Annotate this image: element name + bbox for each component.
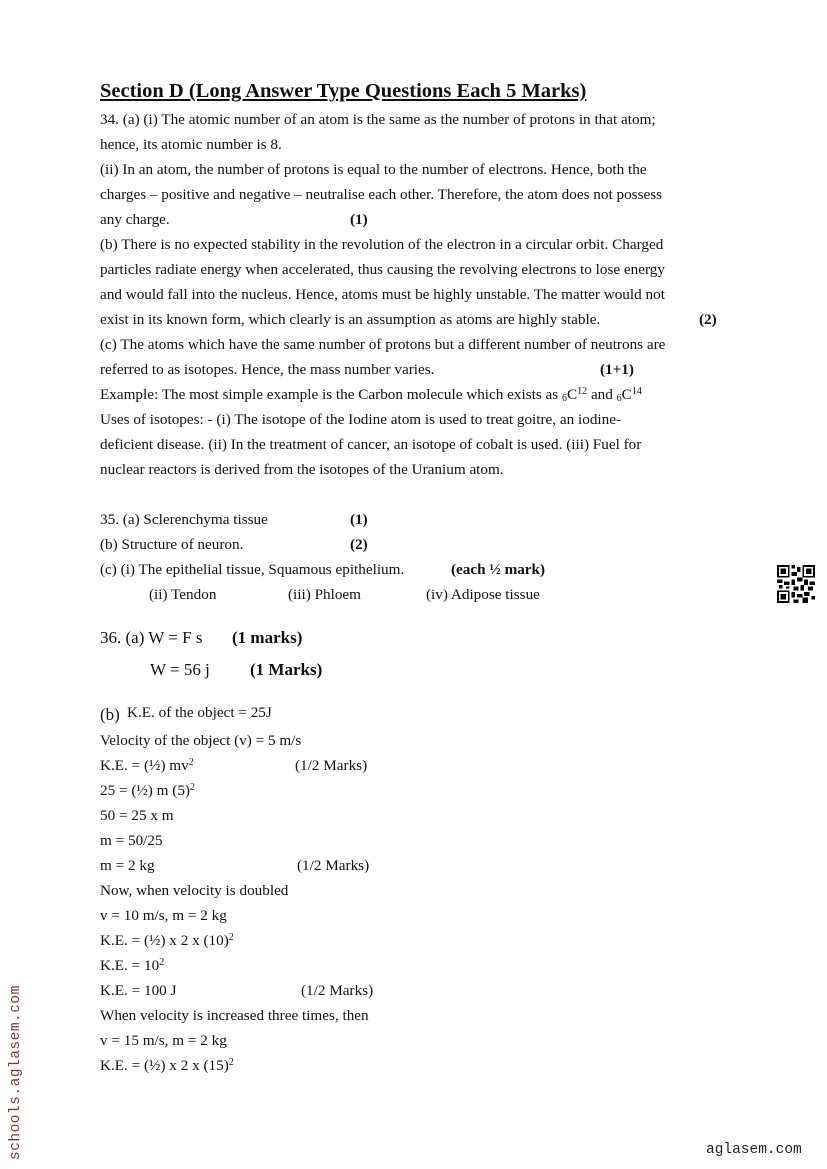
q36-ke-formula: K.E. = (½) $mv^2$	[100, 757, 194, 774]
q34-uses-line3: nuclear reactors is derived from the isotopes of the Uranium atom.	[100, 461, 504, 478]
q36-step2: 50 = 25 x m	[100, 807, 174, 824]
q34-a-ii-line3: any charge.	[100, 211, 170, 228]
q34-b-line4: exist in its known form, which clearly is an assumption as atoms are highly stable.	[100, 311, 601, 328]
q35-a-mark: (1)	[350, 511, 368, 528]
q34-c-line1: (c) The atoms which have the same number of protons but a different number of neutrons are	[100, 336, 666, 353]
q36-a1: 36. (a) W = F s	[100, 628, 203, 647]
q36-d3: K.E. = $10^2$	[100, 957, 165, 974]
q36-d4: K.E. = 100 J	[100, 982, 177, 999]
q34-b-line2: particles radiate energy when accelerated, thus causing the revolving electrons to lose energy	[100, 261, 665, 278]
q34-a-i-line2: hence, its atomic number is 8.	[100, 136, 282, 153]
q34-c-mark: (1+1)	[600, 361, 634, 378]
q36-tripled: When velocity is increased three times, then	[100, 1007, 369, 1024]
q35-c: (c) (i) The epithelial tissue, Squamous epithelium.	[100, 561, 405, 578]
q36-step3: m = 50/25	[100, 832, 163, 849]
q36-step1: 25 = (½) m $(5)^2$	[100, 782, 195, 799]
q34-b-mark: (2)	[699, 311, 717, 328]
q34-b-line1: (b) There is no expected stability in the revolution of the electron in a circular orbit. Charged	[100, 236, 664, 253]
q34-a-ii-line1: (ii) In an atom, the number of protons is equal to the number of electrons. Hence, both the	[100, 161, 647, 178]
q36-step4: m = 2 kg	[100, 857, 155, 874]
q36-a2-mark: (1 Marks)	[250, 660, 323, 679]
q35-c-ii: (ii) Tendon	[149, 586, 217, 603]
q35-a: 35. (a) Sclerenchyma tissue	[100, 511, 268, 528]
q34-b-line3: and would fall into the nucleus. Hence, atoms must be highly unstable. The matter would not	[100, 286, 665, 303]
q34-a-i-line1: 34. (a) (i) The atomic number of an atom is the same as the number of protons in that atom;	[100, 111, 656, 128]
watermark-left: schools.aglasem.com	[8, 985, 24, 1160]
q34-a-mark: (1)	[350, 211, 368, 228]
q35-b: (b) Structure of neuron.	[100, 536, 244, 553]
q36-ke-formula-mark: (1/2 Marks)	[295, 757, 368, 774]
q36-d4-mark: (1/2 Marks)	[301, 982, 374, 999]
q35-b-mark: (2)	[350, 536, 368, 553]
q36-t1: v = 15 m/s, m = 2 kg	[100, 1032, 227, 1049]
section-heading: Section D (Long Answer Type Questions Each 5 Marks)	[100, 80, 587, 102]
q36-d1: v = 10 m/s, m = 2 kg	[100, 907, 227, 924]
q35-c-mark: (each ½ mark)	[451, 561, 546, 578]
q34-uses-line2: deficient disease. (ii) In the treatment of cancer, an isotope of cobalt is used. (iii) Fuel for	[100, 436, 642, 453]
q36-t2: K.E. = (½) x 2 x $(15)^2$	[100, 1057, 234, 1074]
q36-a1-mark: (1 marks)	[232, 628, 303, 647]
q36-a2: W = 56 j	[150, 660, 210, 679]
q34-a-ii-line2: charges – positive and negative – neutralise each other. Therefore, the atom does not possess	[100, 186, 663, 203]
q36-b-ke: K.E. of the object = 25J	[127, 704, 272, 721]
q35-c-iii: (iii) Phloem	[288, 586, 361, 603]
q34-uses-line1: Uses of isotopes: - (i) The isotope of the Iodine atom is used to treat goitre, an iodine-	[100, 411, 622, 428]
q36-doubled: Now, when velocity is doubled	[100, 882, 289, 899]
q36-step4-mark: (1/2 Marks)	[297, 857, 370, 874]
q36-d2: K.E. = (½) x 2 x $(10)^2$	[100, 932, 234, 949]
q34-c-line2: referred to as isotopes. Hence, the mass number varies.	[100, 361, 435, 378]
q34-example-line: Example: The most simple example is the Carbon molecule which exists as $_6C^{12}$ and $_6C^{14}$	[100, 386, 642, 404]
qr-code-icon	[777, 565, 815, 603]
q35-c-iv: (iv) Adipose tissue	[426, 586, 540, 603]
watermark-right: aglasem.com	[706, 1142, 802, 1158]
q36-b-label: (b)	[100, 705, 120, 724]
q36-velocity: Velocity of the object (v) = 5 m/s	[100, 732, 302, 749]
